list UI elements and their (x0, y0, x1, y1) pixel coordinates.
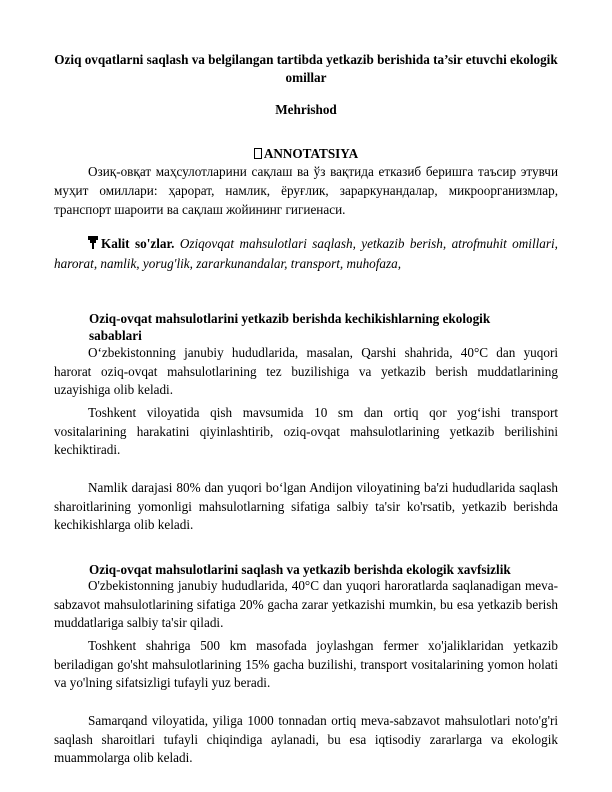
section1-heading: Oziq-ovqat mahsulotlarini yetkazib berishda kechikishlarning ekologik sabablari (89, 311, 491, 343)
missing-glyph-icon (254, 148, 262, 159)
section2-paragraph: Samarqand viloyatida, yiliga 1000 tonnadan ortiq meva-sabzavot mahsulotlari noto'g'ri saqlash sharoitlari tufayli chiqindiga aylanadi, bu esa iqtisodiy zararlarga va ekologik muammolarga olib keladi. (54, 713, 558, 765)
annotation-heading (54, 145, 558, 162)
author-name: Mehrishod (275, 102, 337, 117)
keywords-paragraph (54, 234, 558, 273)
section1-paragraph: Toshkent viloyatida qish mavsumida 10 sm dan ortiq qor yogʻishi transport vositalarining harakatini qiyinlashtirib, oziq-ovqat mahsulotlarining yetkazib berilishini kechiktiradi. (54, 405, 558, 457)
section2-paragraph: O'zbekistonning janubiy hududlarida, 40°C dan yuqori haroratlarda saqlanadigan meva-sabzavot mahsulotlarining sifatiga 20% gacha zarar yetkazishi mumkin, bu esa yetkazib berish muddatlariga salbiy ta'sir qiladi. (54, 578, 558, 630)
annotation-heading-text: ANNOTATSIYA (263, 146, 359, 161)
keywords-label: Kalit so'zlar. (101, 236, 175, 251)
annotation-body: Озиқ-овқат маҳсулотларини сақлаш ва ўз вақтида етказиб беришга таъсир этувчи муҳит омиллари: ҳарорат, намлик, ёруғлик, зараркунандалар, микроорганизмлар, транспорт шароити ва сақлаш жойининг гигиенаси. (54, 164, 558, 217)
document-title: Oziq ovqatlarni saqlash va belgilangan tartibda yetkazib berishida ta’sir etuvchi ekologik omillar (54, 52, 558, 85)
section1-paragraph: Oʻzbekistonning janubiy hududlarida, masalan, Qarshi shahrida, 40°C dan yuqori harorat oziq-ovqat mahsulotlarining tez buzilishiga va yetkazib berish muddatlarining uzayishiga olib keladi. (54, 345, 558, 397)
keywords-text: Oziqovqat mahsulotlari saqlash, yetkazib berish, atrofmuhit omillari, harorat, namlik, yorug'lik, zararkunandalar, transport, muhofaza, (54, 236, 558, 271)
section2-paragraph: Toshkent shahriga 500 km masofada joylashgan fermer xo'jaliklaridan yetkazib beriladigan go'sht mahsulotlarining 15% gacha buzilishi, transport vositalarining yomon holati va yo'lning sifatsizligi tufayli yuz beradi. (54, 638, 558, 690)
section2-heading: Oziq-ovqat mahsulotlarini saqlash va yetkazib berishda ekologik xavfsizlik (89, 562, 511, 577)
section1-paragraph: Namlik darajasi 80% dan yuqori boʻlgan Andijon viloyatining ba'zi hududlarida saqlash sharoitlarining yomonligi mahsulotlarning sifatiga salbiy ta'sir ko'rsatib, yetkazib berishda kechikishlarga olib keladi. (54, 480, 558, 532)
pushpin-icon (88, 236, 98, 249)
